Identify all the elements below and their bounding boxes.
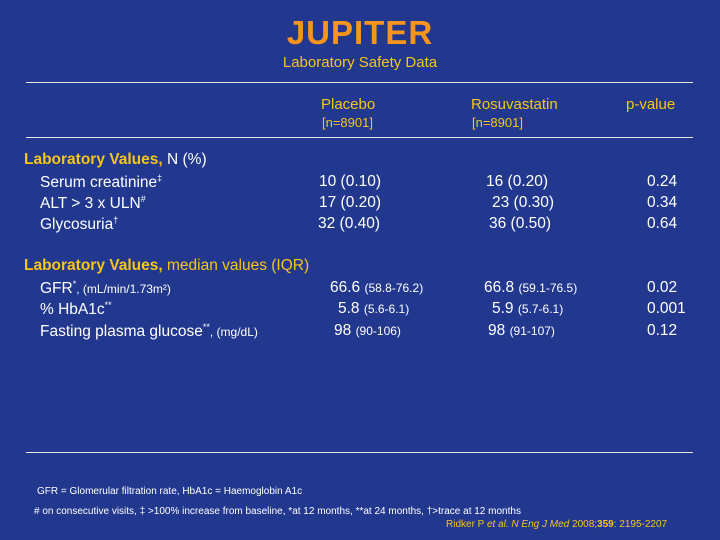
p-value: 0.001: [647, 300, 686, 317]
row-label: % HbA1c**: [40, 300, 112, 319]
placebo-value: 32 (0.40): [318, 215, 381, 232]
column-header-rosuvastatin: Rosuvastatin: [471, 96, 558, 113]
footnote-abbreviations: GFR = Glomerular filtration rate, HbA1c = Haemoglobin A1c: [37, 486, 303, 497]
row-label: ALT > 3 x ULN#: [40, 194, 146, 213]
bottom-divider: [26, 452, 693, 453]
rosuvastatin-value: 36 (0.50): [489, 215, 552, 232]
rosuvastatin-value: 5.9 (5.7-6.1): [492, 300, 564, 317]
section-heading-medians: [24, 257, 309, 275]
placebo-value: 10 (0.10): [319, 173, 382, 190]
rosuvastatin-value: 16 (0.20): [486, 173, 549, 190]
p-value: 0.02: [647, 279, 678, 296]
header-divider: [26, 137, 693, 138]
p-value: 0.24: [647, 173, 678, 190]
section-heading-medians-rest: median values (IQR): [162, 257, 310, 274]
footnote-symbols: # on consecutive visits, ‡ >100% increase from baseline, *at 12 months, **at 24 months, †>trace at 12 months: [34, 506, 521, 517]
top-divider: [26, 82, 693, 83]
row-label: Glycosuria†: [40, 215, 119, 234]
p-value: 0.64: [647, 215, 678, 232]
row-label: Serum creatinine‡: [40, 173, 163, 192]
placebo-value: 17 (0.20): [319, 194, 382, 211]
p-value: 0.12: [647, 322, 678, 339]
row-label: Fasting plasma glucose**, (mg/dL): [40, 322, 258, 341]
section-heading-counts-rest: N (%): [162, 151, 207, 168]
column-header-rosuvastatin-n: [n=8901]: [472, 115, 523, 130]
column-header-placebo-n: [n=8901]: [322, 115, 373, 130]
rosuvastatin-value: 23 (0.30): [492, 194, 555, 211]
slide-title: JUPITER: [286, 14, 434, 51]
rosuvastatin-value: 98 (91-107): [488, 322, 555, 339]
placebo-value: 5.8 (5.6-6.1): [338, 300, 410, 317]
section-heading-counts-bold: Laboratory Values,: [24, 151, 163, 168]
p-value: 0.34: [647, 194, 678, 211]
column-header-placebo: Placebo: [321, 96, 376, 113]
section-heading-counts: [24, 151, 207, 169]
placebo-value: 98 (90-106): [334, 322, 401, 339]
column-header-pvalue: p-value: [626, 96, 676, 113]
row-label: GFR*, (mL/min/1.73m²): [40, 279, 171, 298]
citation: Ridker P et al. N Eng J Med 2008;359: 2195-2207: [446, 519, 668, 530]
section-heading-medians-bold: Laboratory Values,: [24, 257, 163, 274]
rosuvastatin-value: 66.8 (59.1-76.5): [484, 279, 578, 296]
slide-subtitle: Laboratory Safety Data: [282, 54, 438, 71]
placebo-value: 66.6 (58.8-76.2): [330, 279, 424, 296]
